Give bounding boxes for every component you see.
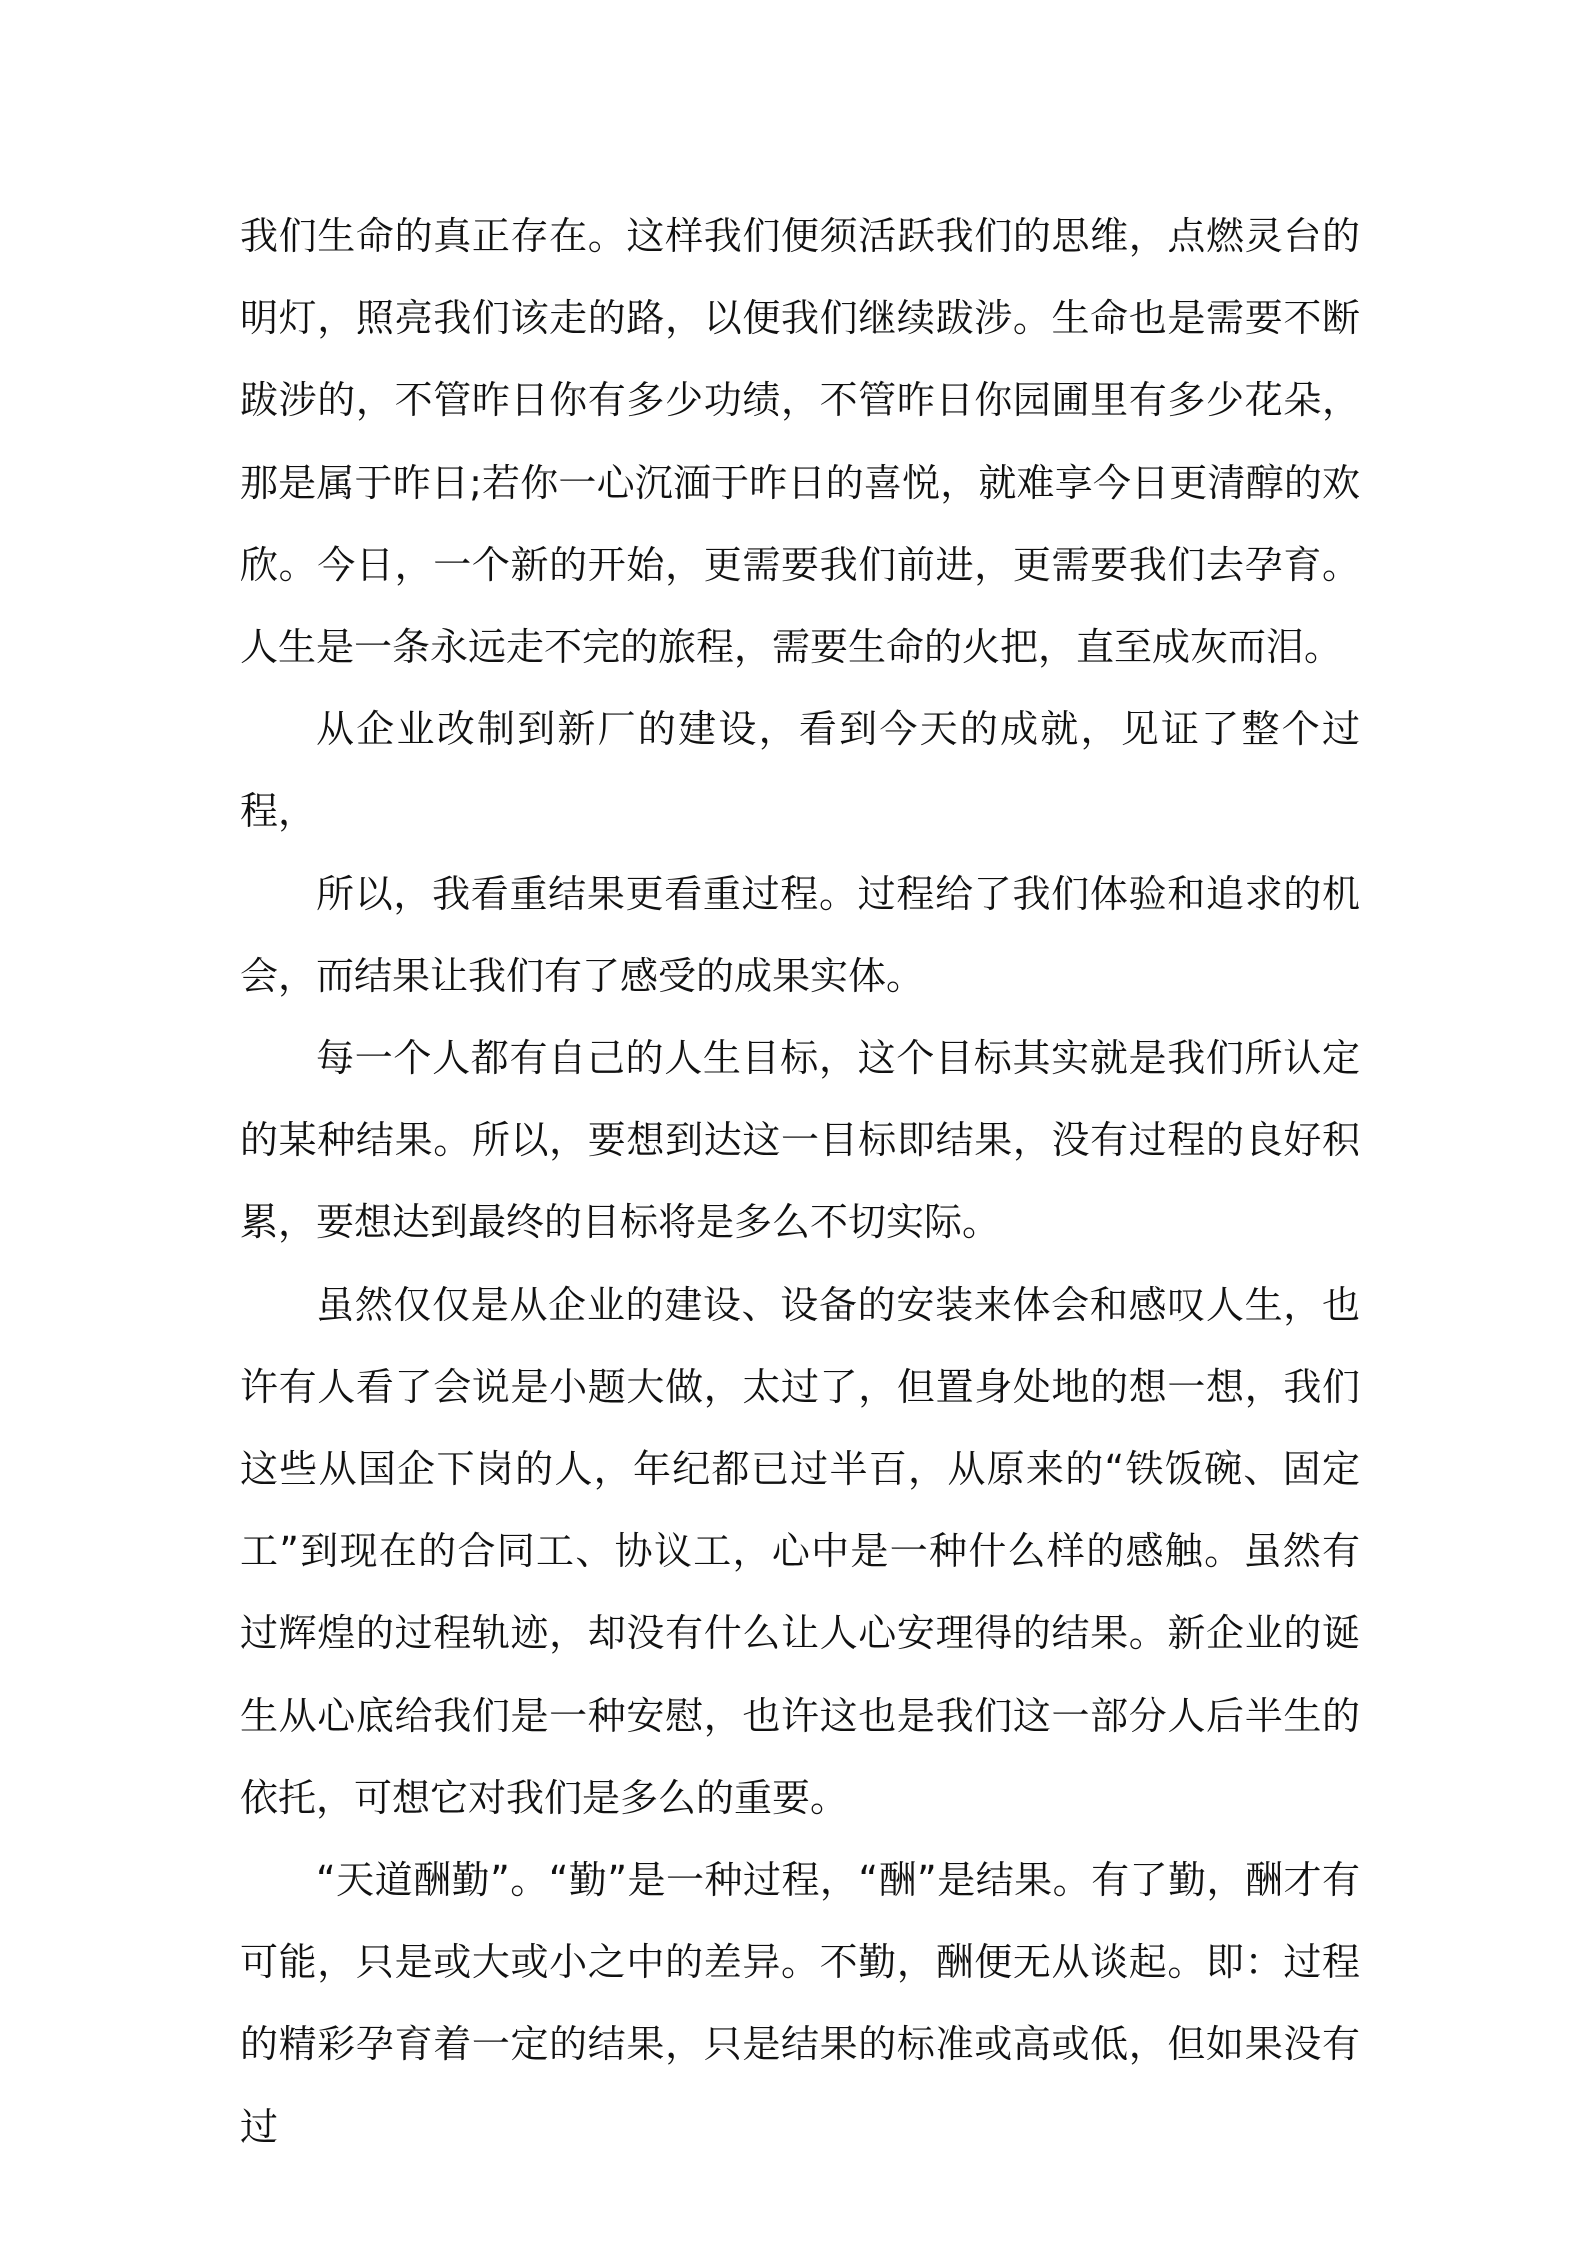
paragraph-4: 每一个人都有自己的人生目标，这个目标其实就是我们所认定的某种结果。所以，要想到达这一目标即结果，没有过程的良好积累，要想达到最终的目标将是多么不切实际。	[240, 1036, 1360, 1245]
paragraph-5: 虽然仅仅是从企业的建设、设备的安装来体会和感叹人生，也许有人看了会说是小题大做，太过了，但置身处地的想一想，我们这些从国企下岗的人，年纪都已过半百，从原来的“铁饭碗、固定工”到现在的合同工、协议工，心中是一种什么样的感触。虽然有过辉煌的过程轨迹，却没有什么让人心安理得的结果。新企业的诞生从心底给我们是一种安慰，也许这也是我们这一部分人后半生的依托，可想它对我们是多么的重要。	[240, 1282, 1360, 1820]
paragraph-6: “天道酬勤”。“勤”是一种过程，“酬”是结果。有了勤，酬才有可能，只是或大或小之中的差异。不勤，酬便无从谈起。即：过程的精彩孕育着一定的结果，只是结果的标准或高或低，但如果没有过	[240, 1858, 1360, 2149]
paragraph-3: 所以，我看重结果更看重过程。过程给了我们体验和追求的机会，而结果让我们有了感受的成果实体。	[240, 871, 1360, 998]
paragraph-2: 从企业改制到新厂的建设，看到今天的成就，见证了整个过程，	[240, 707, 1360, 834]
paragraph-1: 我们生命的真正存在。这样我们便须活跃我们的思维，点燃灵台的明灯，照亮我们该走的路，以便我们继续跋涉。生命也是需要不断跋涉的，不管昨日你有多少功绩，不管昨日你园圃里有多少花朵，那是属于昨日;若你一心沉湎于昨日的喜悦，就难享今日更清醇的欢欣。今日，一个新的开始，更需要我们前进，更需要我们去孕育。人生是一条永远走不完的旅程，需要生命的火把，直至成灰而泪。	[240, 214, 1360, 670]
body-text	[240, 195, 1360, 2168]
